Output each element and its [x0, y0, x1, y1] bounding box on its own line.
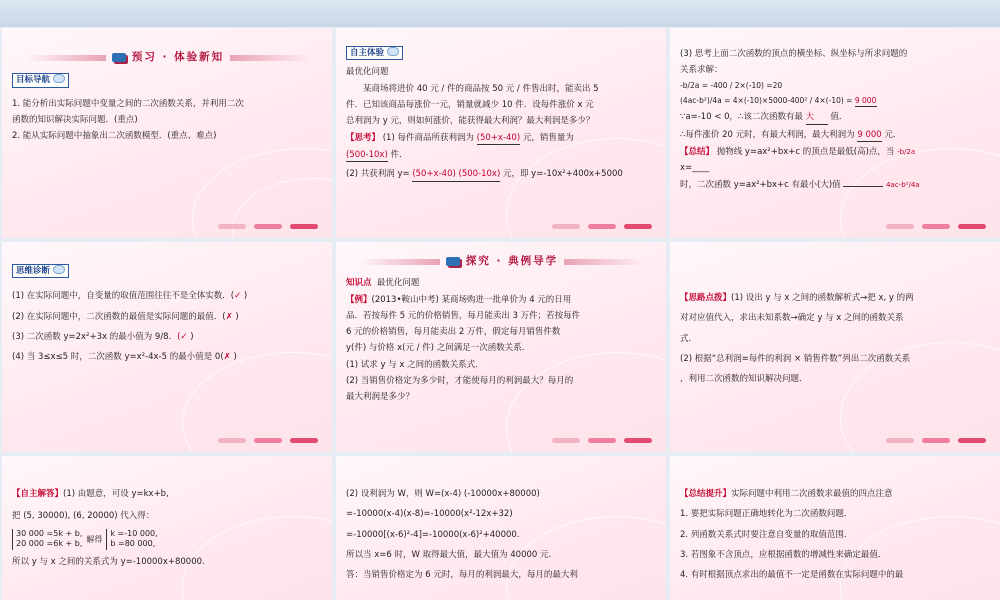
objective-line: 1. 能分析出实际问题中变量之间的二次函数关系，并利用二次 — [12, 98, 244, 109]
slide-status-chip — [552, 438, 580, 443]
solution-line: =-10000[(x-6)²-4]=-10000(x-6)²+40000. — [346, 529, 520, 540]
solution-line: 把 (5, 30000), (6, 20000) 代入得： — [12, 511, 155, 522]
diagnosis-item — [12, 311, 324, 323]
solution-label: 【自主解答】 — [12, 489, 64, 499]
slide-status-chip — [588, 438, 616, 443]
diagnosis-item — [12, 351, 324, 363]
slide-status-chip — [218, 438, 246, 443]
slide-status-chip — [922, 224, 950, 229]
think-line-3 — [346, 168, 666, 181]
top-bar — [0, 0, 1000, 27]
check-mark-icon: (✓ — [177, 331, 188, 342]
item-text: (1) 在实际问题中，自变量的取值范围往往不是全体实数．( — [12, 291, 235, 302]
reasoning-text: ∵a=-10 < 0，∴该二次函数有最 — [680, 112, 803, 123]
summary-point: 4. 有时根据顶点求出的最值不一定是函数在实际问题中的最 — [680, 570, 904, 581]
solution-line: =-10000(x-4)(x-8)=-10000(x²-12x+32) — [346, 509, 513, 520]
banner-title: 预习 · 体验新知 — [131, 51, 225, 63]
summary-line — [680, 162, 992, 174]
summary-point: 2. 列函数关系式时要注意自变量的取值范围． — [680, 529, 853, 540]
swirl-decoration — [232, 178, 332, 238]
slide-status-chip — [624, 438, 652, 443]
topic-title: 最优化问题 — [346, 67, 389, 78]
solution-brace — [106, 529, 157, 551]
tag-text: 自主体验 — [350, 48, 385, 58]
slide-thumbnail-9[interactable] — [670, 456, 1000, 600]
banner-title: 探究 · 典例导学 — [465, 255, 559, 267]
hint-label: 【思路点拨】 — [680, 293, 732, 303]
solution-line — [12, 488, 324, 500]
kp-text: 最优化问题 — [376, 278, 420, 289]
book-icon — [446, 257, 460, 266]
problem-line: 件．已知该商品每涨价一元，销量就减少 10 件．设每件涨价 x 元 — [346, 99, 594, 110]
hint-line: (2) 根据“总利润=每件的利润 × 销售件数”列出二次函数关系 — [680, 353, 911, 364]
slide-thumbnail-2[interactable] — [336, 28, 666, 238]
check-mark-icon: ✓ — [234, 291, 242, 302]
item-text: (3) 二次函数 y=2x²+3x 的最小值为 9/8． — [12, 331, 178, 342]
diagnosis-item — [12, 331, 324, 343]
summary-point: 3. 若图象不含顶点，应根据函数的增减性来确定最值． — [680, 549, 887, 560]
reasoning-text: ∴每件涨价 20 元时，有最大利润，最大利润为 — [680, 129, 855, 140]
example-line: y(件) 与价格 x(元 / 件) 之间满足一次函数关系． — [346, 343, 531, 354]
answer-blank: (50+x-40) (500-10x) — [412, 168, 500, 181]
banner-line-right — [230, 55, 310, 61]
hint-line: 对对应值代入，求出未知系数→确定 y 与 x 之间的函数关系 — [680, 313, 904, 324]
formula-right: = 4×(-10)×5000-400² / 4×(-10) = — [724, 95, 853, 105]
summary-point: 1. 要把实际问题正确地转化为二次函数问题． — [680, 509, 853, 520]
problem-line: 总利润为 y 元，则如何涨价，能获得最大利润？最大利润是多少？ — [346, 116, 595, 127]
summary-line — [680, 146, 992, 158]
summary-label: 【总结】 — [680, 147, 715, 157]
tag-text: 目标导航 — [16, 75, 51, 86]
slide-thumbnail-8[interactable] — [336, 456, 666, 600]
solution-line: 答：当销售价格定为 6 元时，每月的利润最大，每月的最大利 — [346, 570, 578, 581]
section-banner — [346, 254, 658, 269]
tag-label — [12, 73, 69, 87]
reasoning-text: 值． — [830, 112, 848, 123]
slide-thumbnail-3[interactable] — [670, 28, 1000, 238]
example-line: 最大利润是多少？ — [346, 392, 415, 403]
formula-line — [680, 96, 992, 108]
think-text: 元，即 y=-10x²+400x+5000 — [502, 169, 623, 180]
slide-thumbnail-7[interactable] — [2, 456, 332, 600]
tag-label — [12, 264, 69, 278]
summary-label: 【总结提升】 — [680, 489, 732, 499]
slide-thumbnail-5[interactable] — [336, 242, 666, 452]
think-label: 【思考】 — [346, 132, 381, 143]
solution-text: (1) 由题意，可设 y=kx+b, — [63, 489, 169, 499]
think-text: (1) 每件商品所获利润为 — [382, 132, 474, 143]
reasoning-text: 元． — [884, 129, 902, 140]
summary-text: 时，二次函数 y=ax²+bx+c 有最小(大)值 — [680, 179, 841, 190]
think-line-2 — [346, 149, 666, 162]
think-text: (2) 共获利润 y= — [346, 169, 410, 180]
answer-blank: 9 000 — [857, 129, 881, 142]
tag-label — [346, 46, 403, 60]
slide-status-chip — [624, 224, 652, 229]
equation-system — [12, 529, 324, 551]
example-label: 【例】 — [346, 294, 372, 305]
formula-left: (4ac-b²)/4a — [680, 95, 722, 105]
item-text: ) — [230, 352, 237, 363]
banner-line-left — [26, 55, 106, 61]
answer-blank: 大 — [806, 111, 828, 124]
formula-left: -b/2a — [680, 80, 700, 90]
solution-line: (2) 设利润为 W，则 W=(x-4) (-10000x+80000) — [346, 489, 540, 499]
cloud-icon — [53, 265, 65, 274]
book-icon — [112, 53, 126, 62]
slide-thumbnail-1[interactable] — [2, 28, 332, 238]
slide-status-chip — [886, 438, 914, 443]
example-text: (2013•鞍山中考) 某商场购进一批单价为 4 元的日用 — [371, 294, 572, 305]
summary-text: x=____ — [680, 163, 710, 174]
solution-value: b =80 000, — [110, 539, 156, 549]
system-equation: 20 000 =6k + b, — [16, 539, 83, 549]
answer-blank: 9 000 — [855, 96, 877, 108]
think-text: 元，销售量为 — [522, 132, 574, 143]
banner-line-left — [360, 259, 440, 265]
objective-line: 函数的知识解决实际问题．(重点) — [12, 114, 138, 125]
hint-line — [680, 292, 992, 304]
slide-thumbnail-4[interactable] — [2, 242, 332, 452]
slide-status-chip — [552, 224, 580, 229]
example-line: 品．若按每件 5 元的价格销售，每月能卖出 3 万件；若按每件 — [346, 310, 581, 321]
banner-line-right — [564, 259, 644, 265]
example-line: (2) 当销售价格定为多少时，才能使每月的利润最大？每月的 — [346, 376, 574, 387]
answer-blank: (500-10x) — [346, 149, 388, 162]
slide-status-chip — [886, 224, 914, 229]
example-line: 6 元的价格销售，每月能卖出 2 万件，假定每月销售件数 — [346, 327, 561, 338]
formula-right: = -400 / 2×(-10) =20 — [701, 80, 783, 90]
cloud-icon — [387, 47, 399, 56]
fraction-answer: 4ac-b²/4a — [886, 180, 920, 189]
item-text: (2) 在实际问题中，二次函数的最值是实际问题的最值．( — [12, 311, 226, 322]
slide-status-chip — [254, 438, 282, 443]
solution-line: 所以 y 与 x 之间的关系式为 y=-10000x+80000. — [12, 557, 205, 568]
slide-status-chip — [922, 438, 950, 443]
kp-label: 知识点 — [346, 278, 372, 289]
slide-status-chip — [588, 224, 616, 229]
diagnosis-item — [12, 290, 324, 302]
item-text: ) — [241, 291, 248, 302]
slide-status-chip — [290, 438, 318, 443]
section-banner — [12, 50, 324, 65]
hint-line: ，利用二次函数的知识解决问题． — [680, 374, 808, 385]
slide-status-chip — [254, 224, 282, 229]
fraction-answer: -b/2a — [897, 148, 916, 156]
slide-thumbnail-6[interactable] — [670, 242, 1000, 452]
objective-line: 2. 能从实际问题中抽象出二次函数模型．(重点、难点) — [12, 131, 217, 142]
slide-status-chip — [218, 224, 246, 229]
cross-mark-icon: ✗ — [223, 352, 231, 363]
reasoning-line: 关系求解： — [680, 65, 723, 76]
summary-text: 抛物线 y=ax²+bx+c 的顶点是最低(高)点，当 — [716, 147, 895, 157]
answer-blank: (50+x-40) — [477, 132, 520, 145]
system-brace — [12, 529, 82, 551]
cross-mark-icon: ✗ — [225, 311, 233, 322]
summary-title: 实际问题中利用二次函数求最值的四点注意 — [731, 489, 893, 499]
solve-label: 解得 — [86, 534, 103, 544]
slide-status-chip — [958, 224, 986, 229]
item-text: (4) 当 3≤x≤5 时，二次函数 y=x²-4x-5 的最小值是 0( — [12, 352, 224, 363]
example-line: (1) 试求 y 与 x 之间的函数关系式． — [346, 359, 484, 370]
slide-status-chip — [958, 438, 986, 443]
think-text: 件． — [390, 149, 408, 160]
summary-title-line — [680, 488, 992, 500]
slide-status-chip — [290, 224, 318, 229]
formula-line — [680, 81, 992, 92]
summary-line — [680, 179, 992, 191]
think-line-1 — [346, 132, 666, 145]
reasoning-line — [680, 111, 992, 124]
reasoning-line — [680, 129, 992, 142]
knowledge-point — [346, 277, 658, 289]
tag-text: 思维诊断 — [16, 266, 51, 276]
blank-line — [843, 186, 883, 187]
system-equation: 30 000 =5k + b, — [16, 528, 83, 538]
solution-line: 所以当 x=6 时，W 取得最大值，最大值为 40000 元. — [346, 549, 552, 560]
item-text: ) — [187, 331, 194, 342]
example-line — [346, 294, 658, 306]
cloud-icon — [53, 74, 65, 83]
problem-line: 某商场将进价 40 元 / 件的商品按 50 元 / 件售出时，能卖出 5 — [363, 83, 599, 94]
item-text: ) — [232, 311, 239, 322]
hint-text: (1) 设出 y 与 x 之间的函数解析式→把 x, y 的两 — [731, 293, 914, 303]
solution-value: k =-10 000, — [110, 528, 158, 538]
hint-line: 式． — [680, 333, 698, 344]
reasoning-line: (3) 思考上面二次函数的顶点的横坐标、纵坐标与所求问题的 — [680, 49, 908, 59]
